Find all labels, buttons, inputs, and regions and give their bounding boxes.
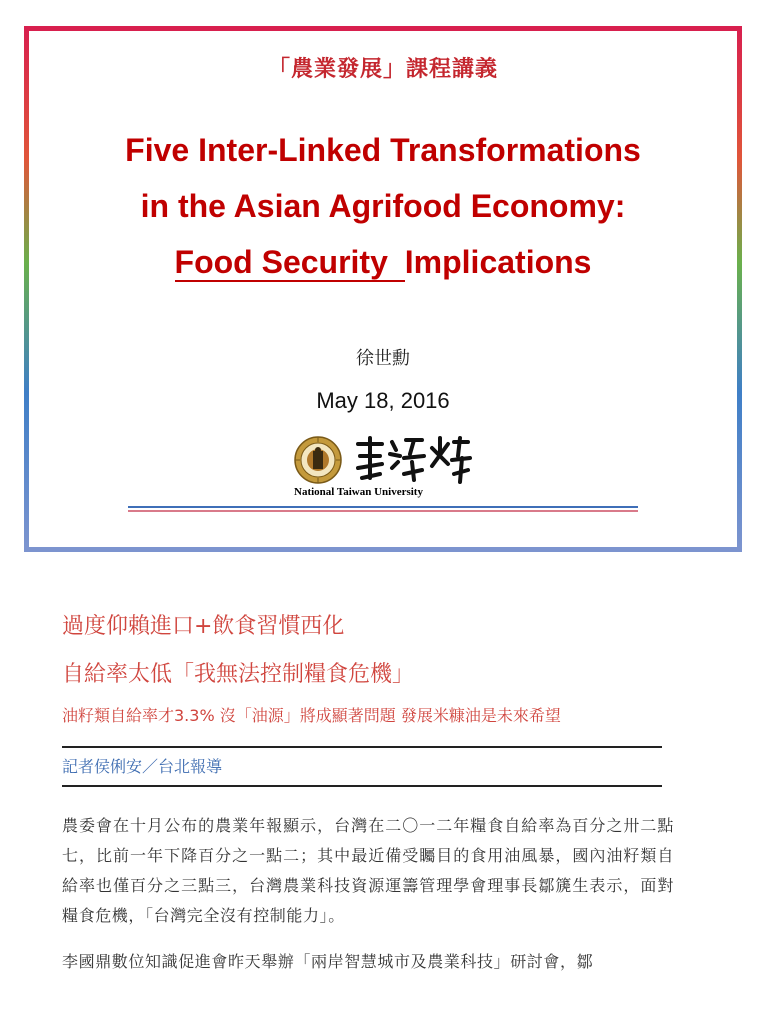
news-article — [62, 612, 682, 975]
byline-text: 記者侯俐安／台北報導 — [62, 757, 223, 776]
title-underlined-phrase: Food Security — [175, 244, 405, 282]
article-paragraph-2: 李國鼎數位知識促進會昨天舉辦「兩岸智慧城市及農業科技」研討會，鄒 — [62, 952, 594, 971]
author-name: 徐世勳 — [356, 348, 410, 369]
title-line-1: Five Inter-Linked Transformations — [125, 132, 641, 168]
title-line-3-rest: Implications — [404, 244, 592, 280]
title-line-2: in the Asian Agrifood Economy: — [140, 188, 626, 224]
article-headline-2: 自給率太低「我無法控制糧食危機」 — [62, 662, 415, 687]
title-slide — [24, 26, 742, 552]
ntu-seal-icon — [294, 436, 342, 484]
article-paragraph-1: 農委會在十月公布的農業年報顯示，台灣在二〇一二年糧食自給率為百分之卅二點七，比前一年下降百分之一點二；其中最近備受矚目的食用油風暴，國內油籽類自給率也僅百分之三點三，台灣農業科技資源運籌管理學會理事長鄒篪生表示，面對糧食危機，「台灣完全沒有控制能力」。 — [62, 816, 674, 925]
ntu-calligraphy-logo — [352, 434, 472, 486]
slide-title — [24, 122, 742, 290]
course-label: 「農業發展」課程講義 — [267, 57, 498, 82]
decorative-rule-blue — [128, 506, 638, 508]
article-headline-1: 過度仰賴進口+飲食習慣西化 — [62, 614, 345, 639]
article-subhead: 油籽類自給率才3.3% 沒「油源」將成顯著問題 發展米糠油是未來希望 — [62, 706, 561, 725]
presentation-date: May 18, 2016 — [316, 388, 450, 413]
article-byline — [62, 746, 662, 787]
decorative-rule-pink — [128, 510, 638, 512]
ntu-logo-caption: National Taiwan University — [294, 486, 423, 498]
ntu-logo — [294, 434, 472, 500]
title-line-3 — [24, 234, 742, 290]
